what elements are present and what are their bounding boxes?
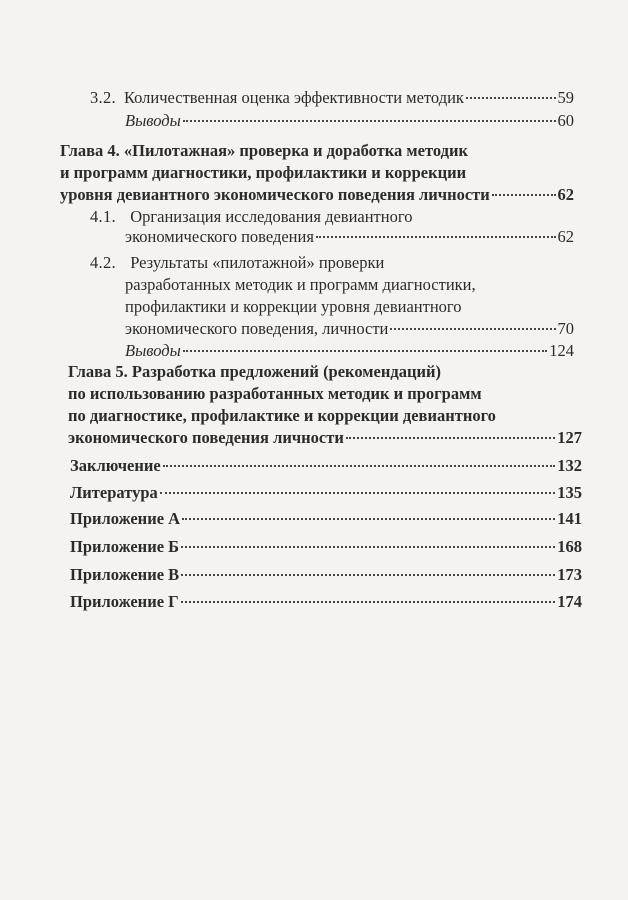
section-title: Приложение Б xyxy=(70,537,180,556)
page-number: 132 xyxy=(557,456,582,475)
leader-dots xyxy=(181,574,555,576)
page-number: 70 xyxy=(557,319,574,338)
toc-entry-4-2-line-2[interactable]: разработанных методик и программ диагностики, xyxy=(125,275,476,294)
chapter-title-line-3: уровня девиантного экономического поведения личности xyxy=(60,185,490,204)
toc-entry-literature[interactable] xyxy=(70,483,582,503)
toc-entry-appendix-a[interactable] xyxy=(70,509,582,529)
page-number: 59 xyxy=(557,88,574,107)
section-title-line-2: экономического поведения xyxy=(125,227,314,246)
toc-entry-appendix-v[interactable] xyxy=(70,565,582,585)
page-number: 135 xyxy=(557,483,582,502)
section-number: 4.2. xyxy=(90,253,116,272)
chapter-4-title-line-2[interactable]: и программ диагностики, профилактики и коррекции xyxy=(60,163,467,182)
leader-dots xyxy=(181,601,556,603)
leader-dots xyxy=(163,465,556,467)
page-number: 168 xyxy=(557,537,582,556)
leader-dots xyxy=(492,194,556,196)
page-number: 174 xyxy=(557,592,582,611)
section-title: Выводы xyxy=(125,341,181,360)
chapter-5-title-line-3[interactable]: по диагностике, профилактике и коррекции девиантного xyxy=(68,406,496,425)
page-number: 173 xyxy=(557,565,582,584)
toc-entry-appendix-b[interactable] xyxy=(70,537,582,557)
toc-entry-conclusions-4[interactable] xyxy=(125,341,574,361)
leader-dots xyxy=(346,437,555,439)
toc-entry-4-conclusion-line[interactable] xyxy=(125,323,574,343)
toc-entry-4-2-line-1[interactable] xyxy=(90,253,384,273)
section-title: Приложение А xyxy=(70,509,181,528)
leader-dots xyxy=(183,120,556,122)
chapter-title-line-4: экономического поведения личности xyxy=(68,428,344,447)
leader-dots xyxy=(182,518,555,520)
section-title: Организация исследования девиантного xyxy=(130,207,413,226)
page-number: 62 xyxy=(557,185,574,204)
leader-dots xyxy=(316,236,556,238)
toc-entry-3-2[interactable] xyxy=(90,88,574,108)
section-title: Количественная оценка эффективности методик xyxy=(123,88,464,107)
page-number: 127 xyxy=(557,428,582,447)
leader-dots xyxy=(466,97,556,99)
leader-dots xyxy=(183,350,547,352)
toc-entry-4-2-line-3[interactable]: профилактики и коррекции уровня девиантного xyxy=(125,297,462,316)
toc-entry-4-1[interactable] xyxy=(125,227,574,247)
toc-entry-appendix-g[interactable] xyxy=(70,592,582,612)
toc-entry-chapter-4[interactable] xyxy=(60,185,574,205)
section-title: Выводы xyxy=(125,111,181,130)
section-title: Приложение В xyxy=(70,565,180,584)
page-number: 60 xyxy=(557,111,574,130)
page-number: 124 xyxy=(549,341,574,360)
section-number: 4.1. xyxy=(90,207,116,226)
chapter-5-title-line-2[interactable]: по использованию разработанных методик и программ xyxy=(68,384,482,403)
leader-dots xyxy=(160,492,555,494)
toc-entry-chapter-5[interactable] xyxy=(68,428,582,448)
section-title: Литература xyxy=(70,483,158,502)
section-title: Заключение xyxy=(70,456,161,475)
section-title: Приложение Г xyxy=(70,592,179,611)
chapter-4-title-line-1[interactable]: Глава 4. «Пилотажная» проверка и доработка методик xyxy=(60,141,468,160)
chapter-5-title-line-1-visible[interactable]: Глава 5. Разработка предложений (рекомендаций) xyxy=(68,362,441,381)
toc-entry-conclusion[interactable] xyxy=(70,456,582,476)
section-number: 3.2. xyxy=(90,88,116,107)
toc-entry-4-1-line-1[interactable] xyxy=(90,207,412,227)
section-title-line-4: экономического поведения, личности xyxy=(125,319,389,338)
toc-entry-3-conclusions[interactable] xyxy=(125,111,574,131)
section-title: Результаты «пилотажной» проверки xyxy=(130,253,385,272)
page-number: 141 xyxy=(557,509,582,528)
leader-dots xyxy=(181,546,555,548)
page-number: 62 xyxy=(557,227,574,246)
